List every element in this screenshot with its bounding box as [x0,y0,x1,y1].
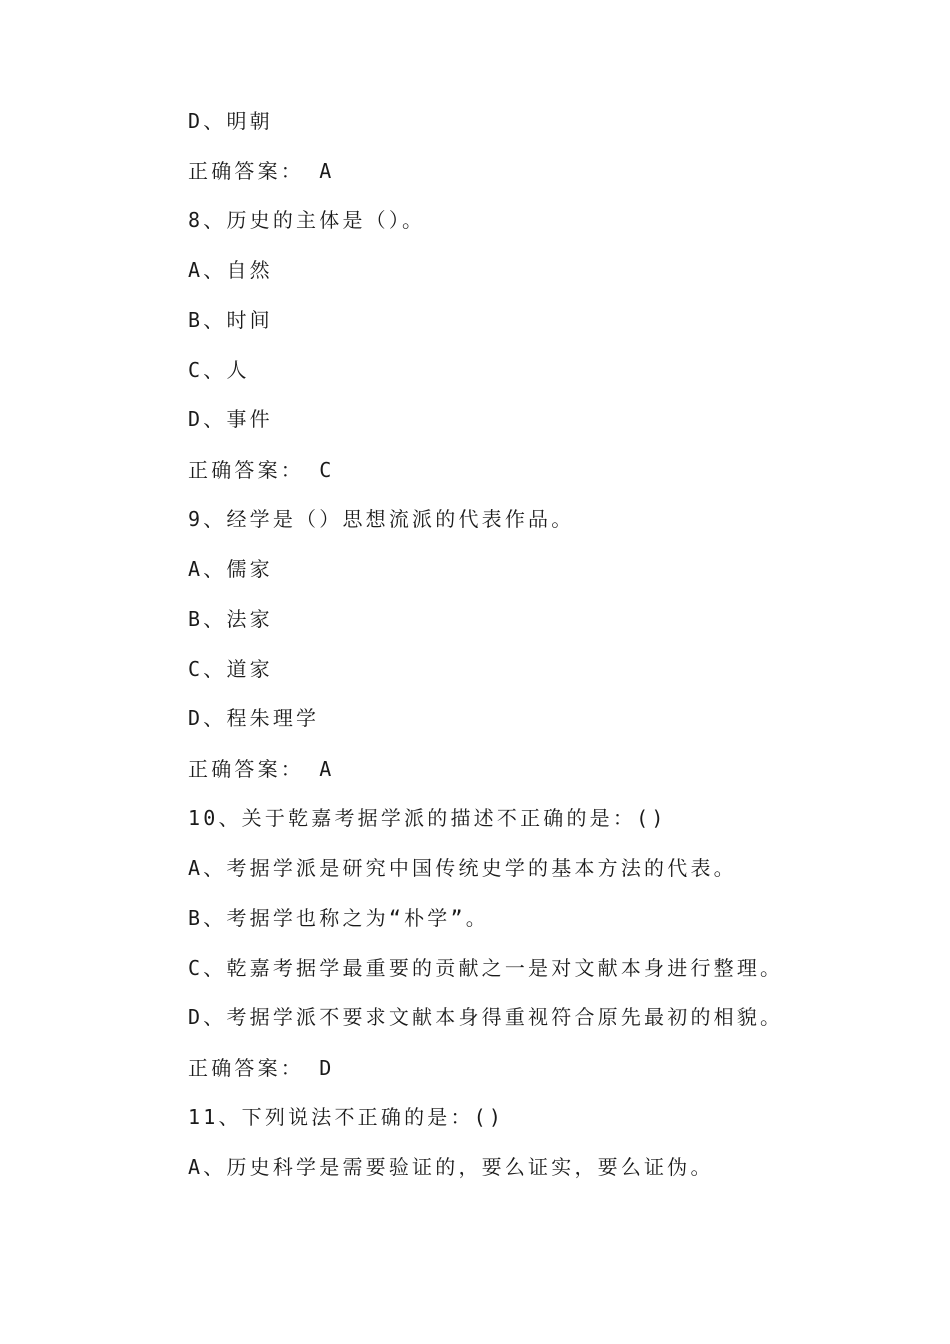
option-line: A、历史科学是需要验证的，要么证实，要么证伪。 [188,1155,714,1179]
option-line: D、程朱理学 [188,706,320,730]
question-line: 8、历史的主体是（）。 [188,208,426,232]
option-line: B、法家 [188,607,273,631]
option-line: C、乾嘉考据学最重要的贡献之一是对文献本身进行整理。 [188,956,784,980]
option-line: C、人 [188,358,250,382]
option-line: C、道家 [188,657,273,681]
question-line: 10、关于乾嘉考据学派的描述不正确的是：() [188,806,667,830]
answer-line: 正确答案： D [188,1056,335,1080]
option-line: D、考据学派不要求文献本身得重视符合原先最初的相貌。 [188,1005,784,1029]
answer-line: 正确答案： A [188,159,335,183]
question-line: 11、下列说法不正确的是：() [188,1105,505,1129]
option-line: D、事件 [188,407,273,431]
answer-line: 正确答案： C [188,458,335,482]
option-line: B、考据学也称之为“朴学”。 [188,906,489,930]
option-line: A、自然 [188,258,273,282]
option-line: B、时间 [188,308,273,332]
option-line: A、儒家 [188,557,273,581]
answer-line: 正确答案： A [188,757,335,781]
question-line: 9、经学是（）思想流派的代表作品。 [188,507,575,531]
option-line: D、明朝 [188,109,273,133]
option-line: A、考据学派是研究中国传统史学的基本方法的代表。 [188,856,737,880]
